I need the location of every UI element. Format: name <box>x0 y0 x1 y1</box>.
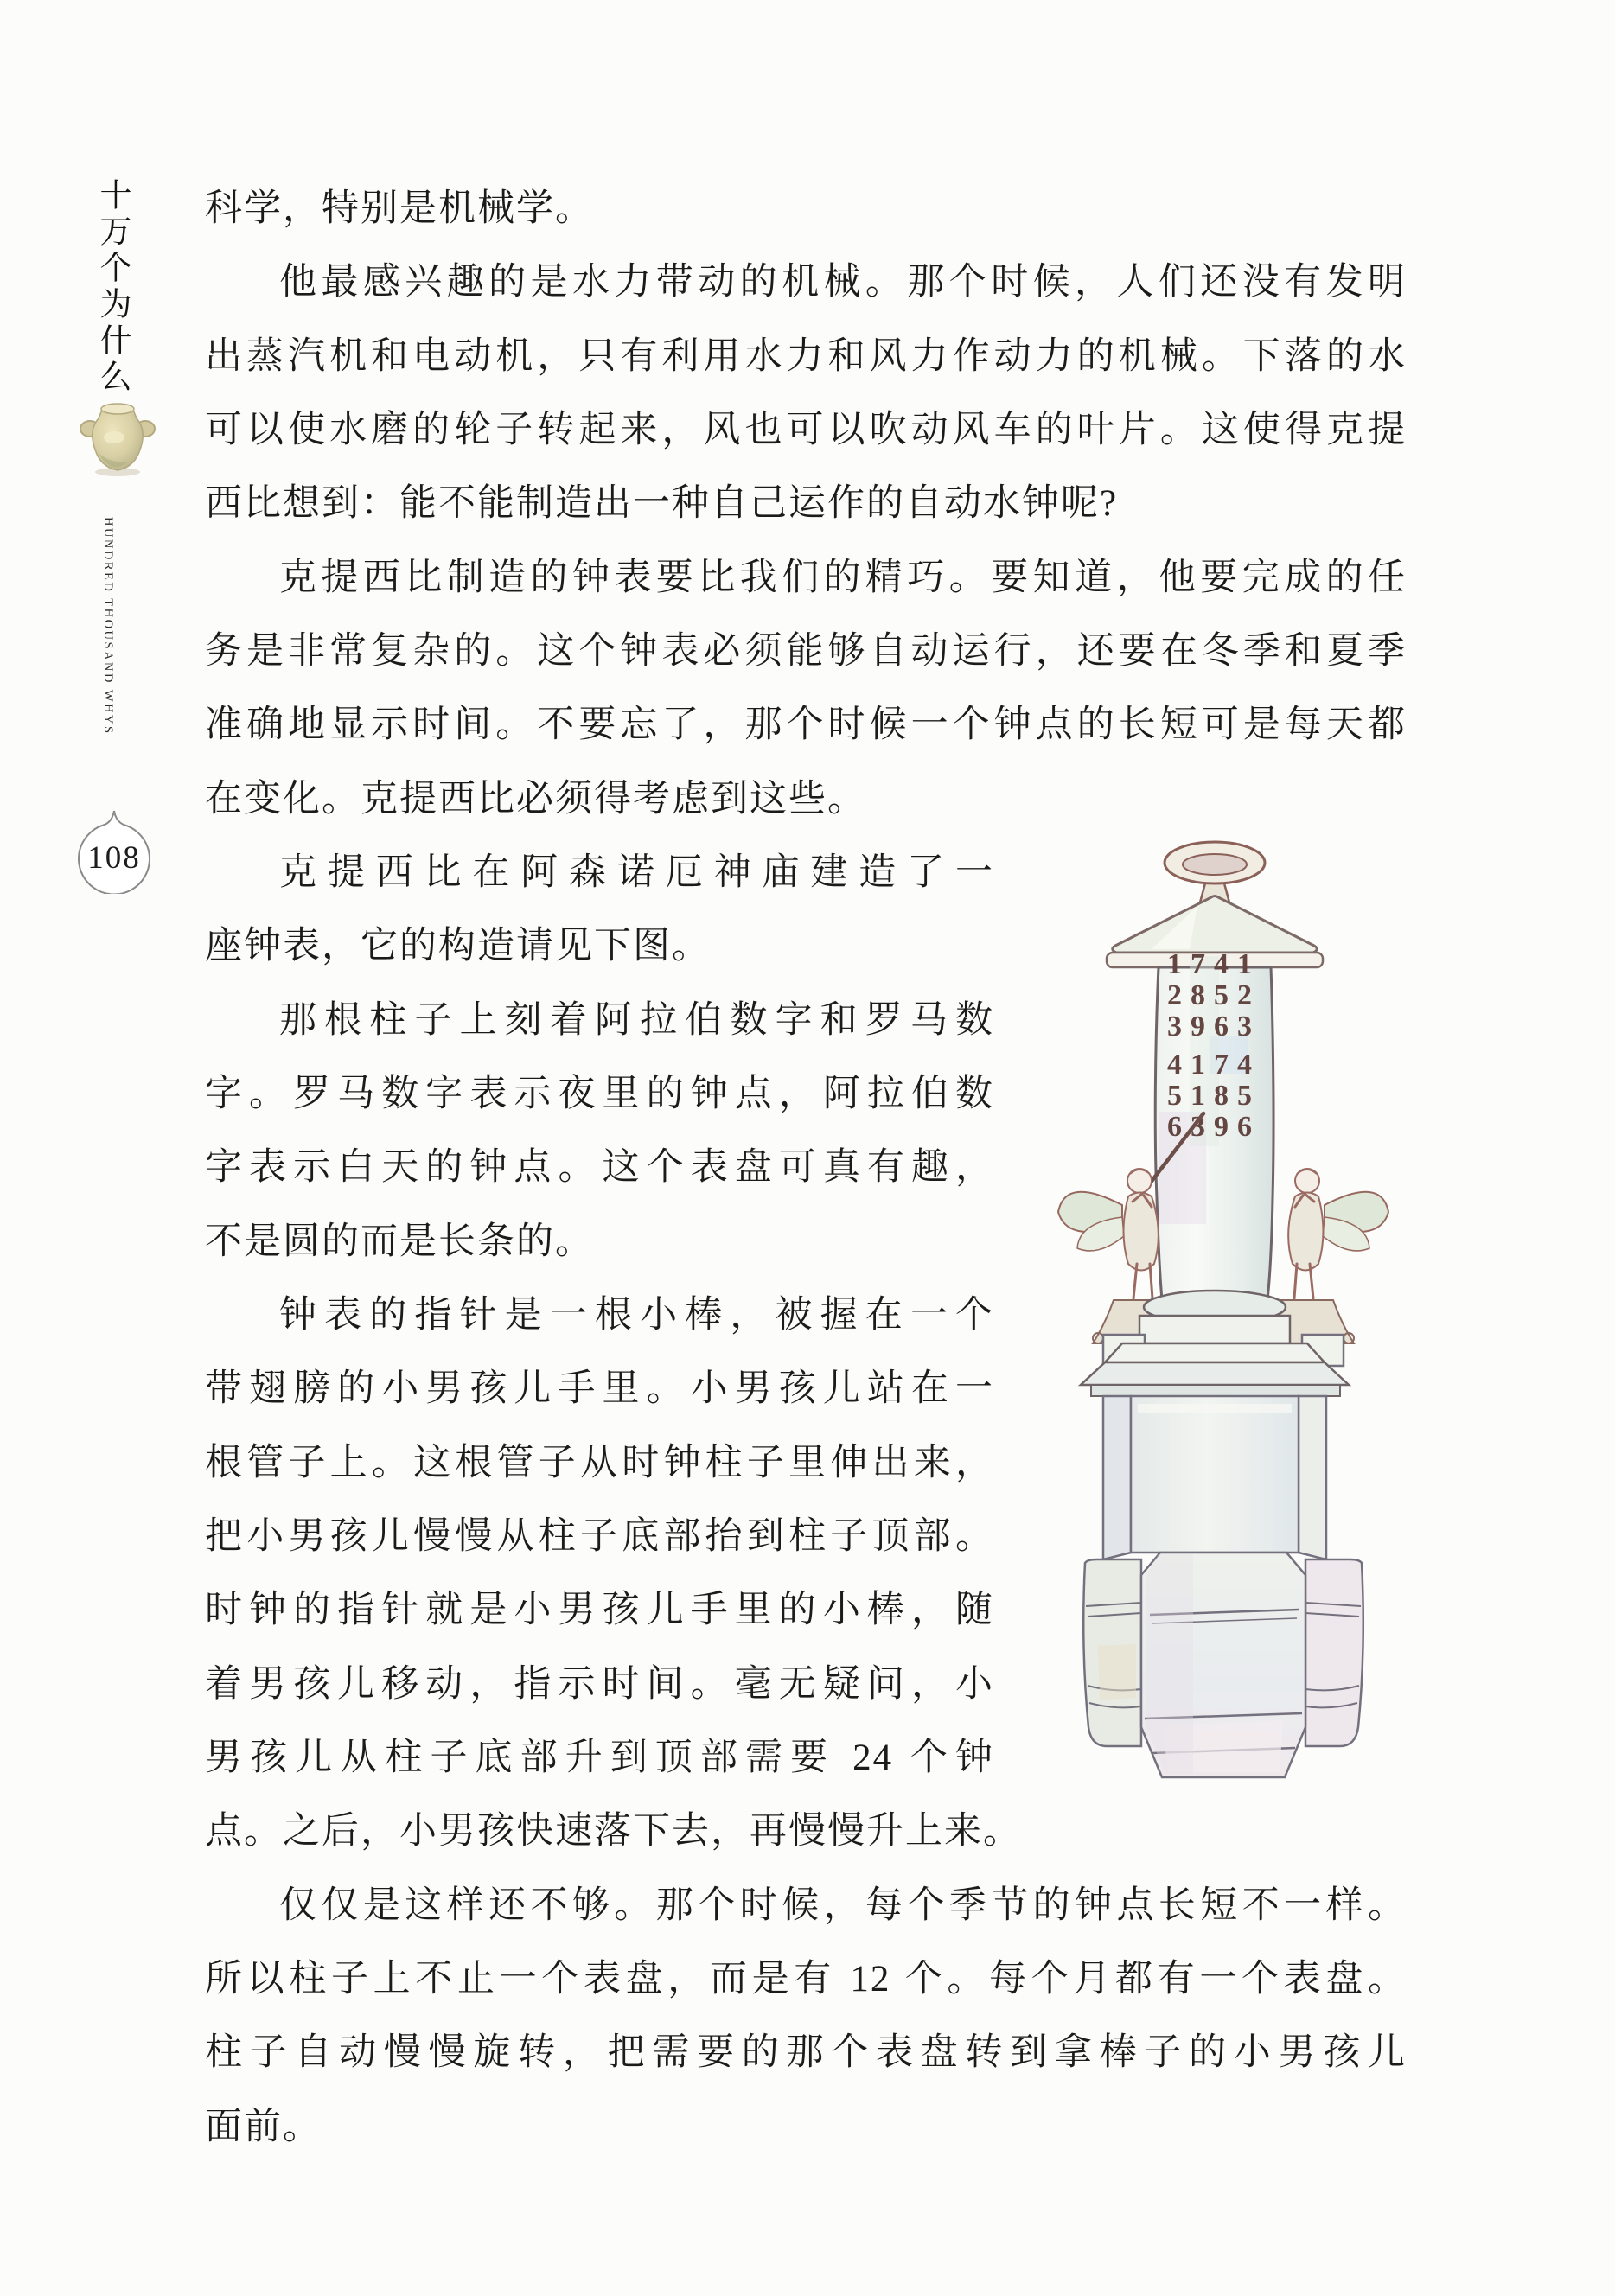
text-line: 在变化。克提西比必须得考虑到这些。 <box>205 779 866 820</box>
text-line: 科学，特别是机械学。 <box>205 188 594 229</box>
text-line: 出蒸汽机和电动机，只有利用水力和风力作动力的机械。下落的水 <box>205 336 1407 377</box>
column-finial <box>1165 842 1265 902</box>
text-line: 克提西比在阿森诺厄神庙建造了一 <box>279 852 994 893</box>
page-number: 108 <box>87 840 141 876</box>
text-line: 务是非常复杂的。这个钟表必须能够自动运行，还要在冬季和夏季 <box>205 631 1407 672</box>
svg-text:3963: 3963 <box>1167 1011 1261 1043</box>
text-line: 带翅膀的小男孩儿手里。小男孩儿站在一 <box>205 1368 994 1409</box>
text-line: 那根柱子上刻着阿拉伯数字和罗马数 <box>279 1000 994 1041</box>
text-line: 不是圆的而是长条的。 <box>205 1221 594 1262</box>
text-line: 时钟的指针就是小男孩儿手里的小棒，随 <box>205 1590 994 1630</box>
text-line: 所以柱子上不止一个表盘，而是有 12 个。每个月都有一个表盘。 <box>205 1959 1407 1999</box>
text-line: 克提西比制造的钟表要比我们的精巧。要知道，他要完成的任 <box>279 558 1407 598</box>
text-line: 西比想到：能不能制造出一种自己运作的自动水钟呢? <box>205 483 1119 524</box>
svg-text:5185: 5185 <box>1167 1080 1261 1112</box>
text-line: 他最感兴趣的是水力带动的机械。那个时候，人们还没有发明 <box>279 262 1407 303</box>
text-line: 柱子自动慢慢旋转，把需要的那个表盘转到拿棒子的小男孩儿 <box>205 2032 1407 2073</box>
text-line: 点。之后，小男孩快速落下去，再慢慢升上来。 <box>205 1811 1022 1852</box>
book-title-vertical: 十万个为什么 <box>94 178 130 396</box>
text-line: 座钟表，它的构造请见下图。 <box>205 926 711 966</box>
base <box>1083 1553 1363 1777</box>
svg-text:2852: 2852 <box>1167 979 1261 1011</box>
text-line: 男孩儿从柱子底部升到顶部需要 24 个钟 <box>205 1738 994 1778</box>
text-line: 字表示白天的钟点。这个表盘可真有趣， <box>205 1147 994 1188</box>
text-line: 准确地显示时间。不要忘了，那个时候一个钟点的长短可是每天都 <box>205 705 1407 745</box>
page-number-badge <box>73 804 156 894</box>
svg-text:6396: 6396 <box>1167 1111 1261 1143</box>
water-clock-column-illustration <box>1020 826 1435 1799</box>
pedestal <box>1103 1396 1326 1559</box>
text-line: 面前。 <box>205 2107 322 2147</box>
text-line: 钟表的指针是一根小棒，被握在一个 <box>279 1295 994 1336</box>
book-subtitle-vertical: HUNDRED THOUSAND WHYS <box>101 517 115 736</box>
text-line: 根管子上。这根管子从时钟柱子里伸出来， <box>205 1443 994 1483</box>
text-line: 着男孩儿移动，指示时间。毫无疑问，小 <box>205 1664 994 1705</box>
text-line: 把小男孩儿慢慢从柱子底部抬到柱子顶部。 <box>205 1516 994 1557</box>
text-line: 可以使水磨的轮子转起来，风也可以吹动风车的叶片。这使得克提 <box>205 410 1407 450</box>
svg-text:4174: 4174 <box>1167 1049 1261 1081</box>
text-line: 字。罗马数字表示夜里的钟点，阿拉伯数 <box>205 1074 994 1114</box>
svg-text:1741: 1741 <box>1167 948 1261 980</box>
text-line: 仅仅是这样还不够。那个时候，每个季节的钟点长短不一样。 <box>279 1885 1407 1926</box>
vase-icon <box>76 396 159 479</box>
